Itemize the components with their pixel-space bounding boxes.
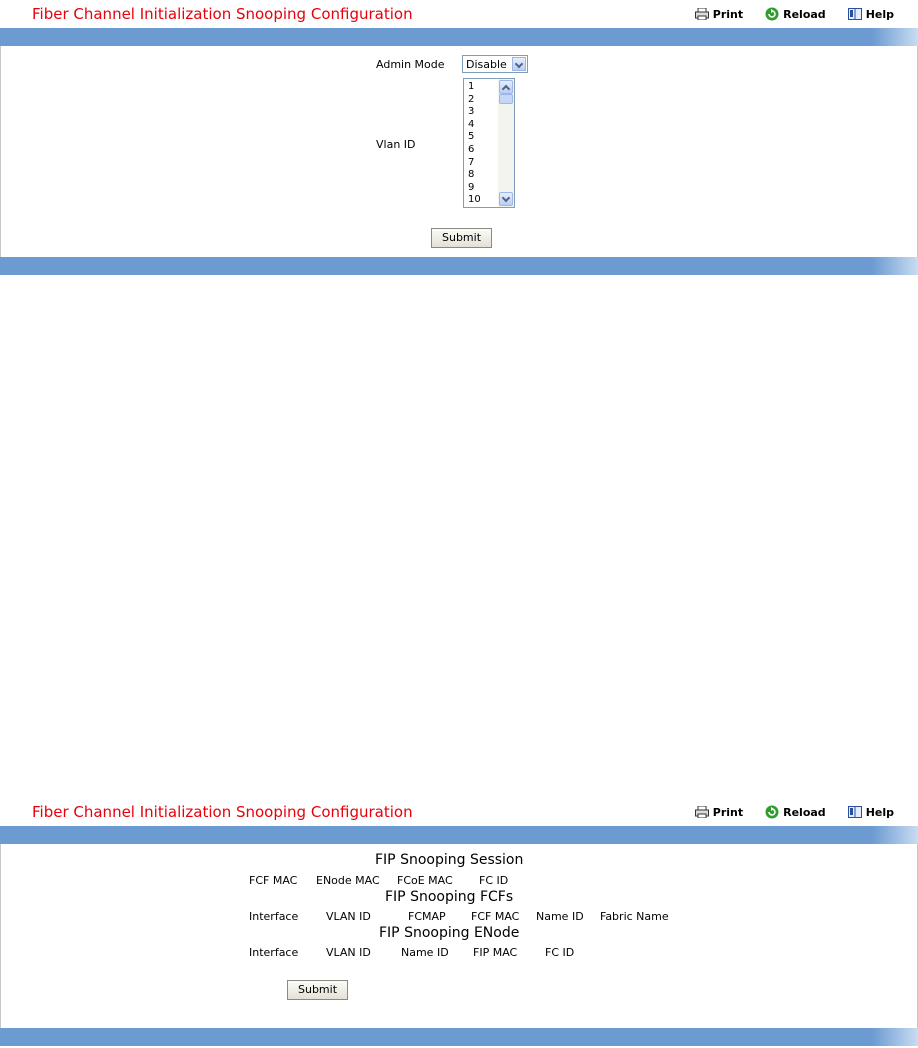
- vlan-option[interactable]: 2: [468, 93, 475, 105]
- help-label: Help: [865, 7, 894, 21]
- enode-col-interface: Interface: [249, 946, 299, 959]
- vlan-option[interactable]: 7: [468, 156, 475, 168]
- fcfs-col-fabric-name: Fabric Name: [600, 910, 669, 923]
- fcfs-col-interface: Interface: [249, 910, 299, 923]
- reload-button[interactable]: [765, 7, 826, 21]
- help-button[interactable]: [848, 805, 894, 819]
- enode-title: FIP Snooping ENode: [379, 925, 520, 941]
- admin-mode-select[interactable]: [462, 55, 528, 73]
- help-book-icon: [848, 8, 862, 20]
- vlan-scrollbar[interactable]: [498, 79, 514, 207]
- status-panel: [0, 798, 918, 1046]
- printer-icon: [695, 8, 709, 20]
- submit-button[interactable]: Submit: [431, 228, 492, 248]
- enode-col-name-id: Name ID: [401, 946, 449, 959]
- help-label: Help: [865, 805, 894, 819]
- reload-button[interactable]: [765, 805, 826, 819]
- vlan-option[interactable]: 6: [468, 143, 475, 155]
- config-panel: [0, 0, 918, 275]
- print-label: Print: [712, 805, 744, 819]
- status-tables: [0, 844, 918, 1028]
- header-divider-bar: [0, 826, 918, 844]
- vlan-option[interactable]: 10: [468, 194, 481, 206]
- reload-label: Reload: [783, 805, 826, 819]
- footer-divider-bar: [0, 1028, 918, 1046]
- printer-icon: [695, 806, 709, 818]
- header-divider-bar: [0, 28, 918, 46]
- header: [0, 798, 918, 826]
- admin-mode-value: Disable: [466, 58, 507, 71]
- vlan-option[interactable]: 1: [468, 81, 475, 92]
- print-button[interactable]: [695, 805, 743, 819]
- page-title: Fiber Channel Initialization Snooping Configuration: [32, 5, 413, 23]
- scroll-thumb[interactable]: [499, 94, 513, 104]
- footer-divider-bar: [0, 257, 918, 275]
- reload-icon: [765, 7, 779, 21]
- help-button[interactable]: [848, 7, 894, 21]
- fcfs-title: FIP Snooping FCFs: [385, 889, 514, 905]
- vlan-option[interactable]: 9: [468, 181, 475, 193]
- vlan-option[interactable]: 3: [468, 106, 475, 118]
- reload-icon: [765, 805, 779, 819]
- session-col-fcf-mac: FCF MAC: [249, 874, 298, 887]
- submit-button[interactable]: Submit: [287, 980, 348, 1000]
- print-label: Print: [712, 7, 744, 21]
- help-book-icon: [848, 806, 862, 818]
- header-actions: [695, 7, 894, 21]
- header: [0, 0, 918, 28]
- session-title: FIP Snooping Session: [375, 852, 524, 868]
- vlan-id-listbox[interactable]: [463, 78, 515, 208]
- scroll-down-icon[interactable]: [499, 192, 513, 206]
- vlan-option[interactable]: 4: [468, 118, 475, 130]
- scroll-up-icon[interactable]: [499, 80, 513, 94]
- session-col-fcoe-mac: FCoE MAC: [397, 874, 453, 887]
- fcfs-col-fcmap: FCMAP: [408, 910, 446, 923]
- enode-col-fc-id: FC ID: [545, 946, 575, 959]
- vlan-id-label: Vlan ID: [376, 138, 416, 151]
- vlan-option[interactable]: 5: [468, 131, 475, 143]
- vlan-option[interactable]: 8: [468, 169, 475, 181]
- print-button[interactable]: [695, 7, 743, 21]
- enode-col-fip-mac: FIP MAC: [473, 946, 518, 959]
- header-actions: [695, 805, 894, 819]
- session-col-enode-mac: ENode MAC: [316, 874, 380, 887]
- fcfs-col-vlan-id: VLAN ID: [326, 910, 371, 923]
- page-title: Fiber Channel Initialization Snooping Configuration: [32, 803, 413, 821]
- fcfs-col-name-id: Name ID: [536, 910, 584, 923]
- admin-mode-label: Admin Mode: [376, 58, 445, 71]
- session-col-fc-id: FC ID: [479, 874, 509, 887]
- config-form: [0, 46, 918, 257]
- reload-label: Reload: [783, 7, 826, 21]
- chevron-down-icon[interactable]: [512, 57, 526, 71]
- enode-col-vlan-id: VLAN ID: [326, 946, 371, 959]
- fcfs-col-fcf-mac: FCF MAC: [471, 910, 520, 923]
